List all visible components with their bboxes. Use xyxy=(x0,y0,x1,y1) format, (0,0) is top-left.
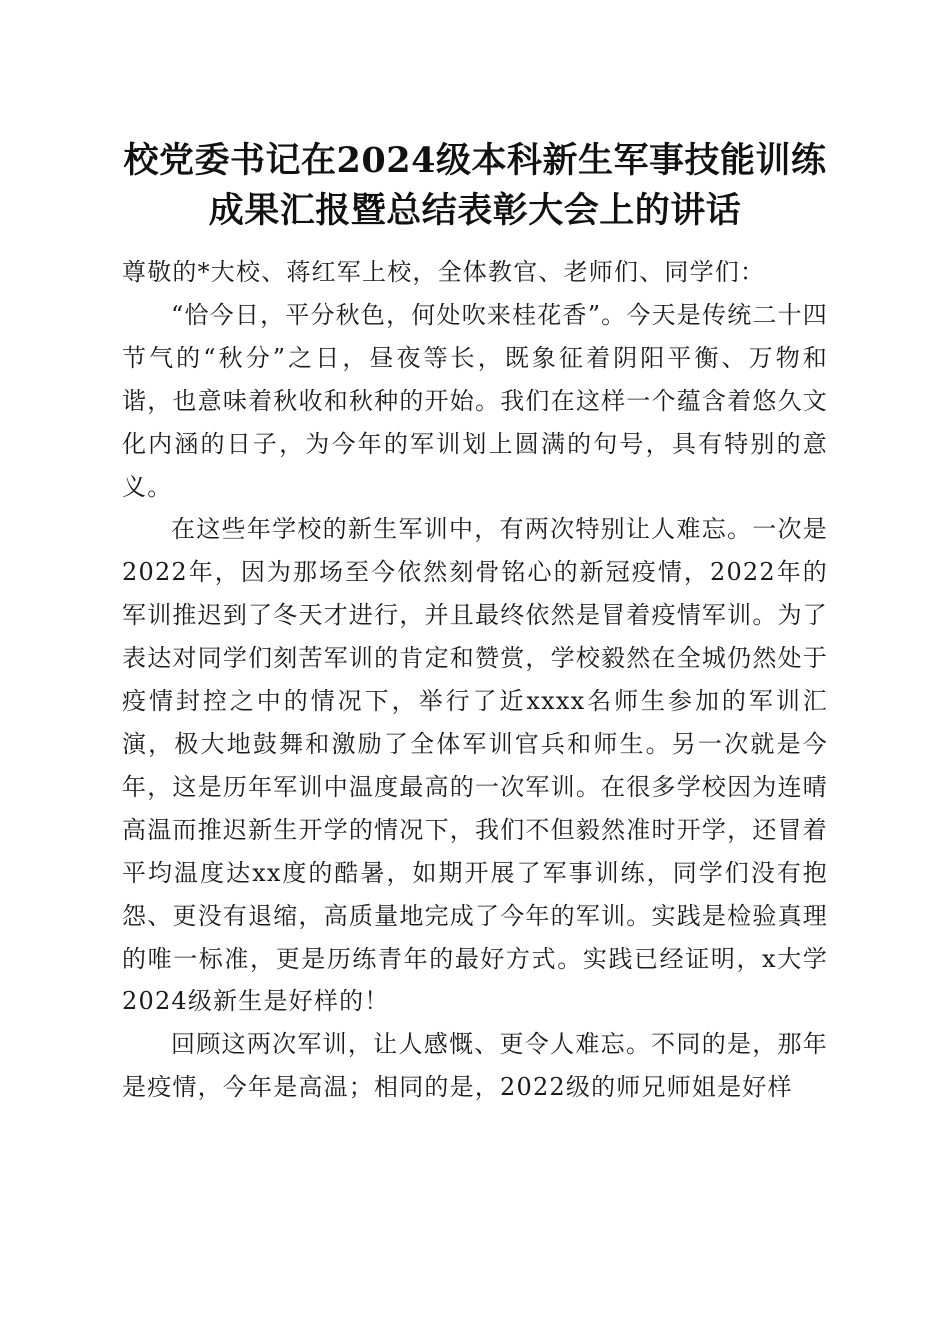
document-title xyxy=(80,136,870,236)
title-line-1: 校党委书记在2024级本科新生军事技能训练 xyxy=(123,140,827,181)
paragraph-2: 在这些年学校的新生军训中，有两次特别让人难忘。一次是2022年，因为那场至今依然刻骨铭心的新冠疫情，2022年的军训推迟到了冬天才进行，并且最终依然是冒着疫情军训。为了表达对同学们刻苦军训的肯定和赞赏，学校毅然在全城仍然处于疫情封控之中的情况下，举行了近xxxx名师生参加的军训汇演，极大地鼓舞和激励了全体军训官兵和师生。另一次就是今年，这是历年军训中温度最高的一次军训。在很多学校因为连晴高温而推迟新生开学的情况下，我们不但毅然准时开学，还冒着平均温度达xx度的酷暑，如期开展了军事训练，同学们没有抱怨、更没有退缩，高质量地完成了今年的军训。实践是检验真理的唯一标准，更是历练青年的最好方式。实践已经证明，x大学2024级新生是好样的！ xyxy=(122,515,828,1016)
title-line-2: 成果汇报暨总结表彰大会上的讲话 xyxy=(208,190,742,231)
paragraph-3: 回顾这两次军训，让人感慨、更令人难忘。不同的是，那年是疫情，今年是高温；相同的是，2022级的师兄师姐是好样 xyxy=(122,1030,828,1102)
speech-body xyxy=(122,251,828,1109)
paragraph-1: “恰今日，平分秋色，何处吹来桂花香”。今天是传统二十四节气的“秋分”之日，昼夜等长，既象征着阴阳平衡、万物和谐，也意味着秋收和秋种的开始。我们在这样一个蕴含着悠久文化内涵的日子，为今年的军训划上圆满的句号，具有特别的意义。 xyxy=(122,300,828,501)
salutation: 尊敬的*大校、蒋红军上校，全体教官、老师们、同学们： xyxy=(122,258,766,286)
